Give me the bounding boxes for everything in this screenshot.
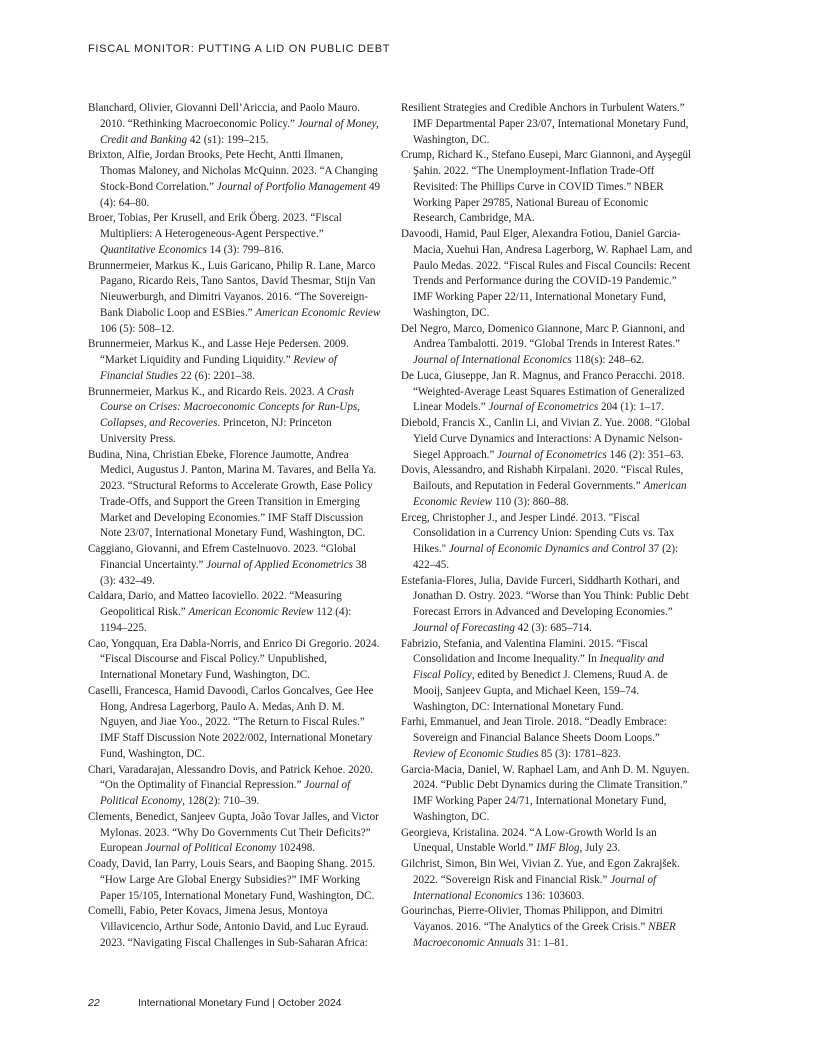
reference-entry: Blanchard, Olivier, Giovanni Dell’Ariccia, and Paolo Mauro. 2010. “Rethinking Macroeconomic Policy.” Journal of Money, Credit and Banking 42 (s1): 199–215. xyxy=(88,102,379,146)
reference-entry: Farhi, Emmanuel, and Jean Tirole. 2018. “Deadly Embrace: Sovereign and Financial Balance Sheets Doom Loops.” Review of Economic Studies 85 (3): 1781–823. xyxy=(401,716,667,760)
reference-entry: Comelli, Fabio, Peter Kovacs, Jimena Jesus, Montoya Villavicencio, Arthur Sode, Antonio David, and Luc Eyraud. 2023. “Navigating Fiscal Challenges in Sub-Saharan Africa: xyxy=(88,905,369,949)
publication-line: International Monetary Fund | October 2024 xyxy=(138,997,342,1009)
page-number: 22 xyxy=(88,997,100,1009)
reference-entry: Gourinchas, Pierre-Olivier, Thomas Philippon, and Dimitri Vayanos. 2016. “The Analytics of the Greek Crisis.” NBER Macroeconomic Annuals 31: 1–81. xyxy=(401,905,676,949)
reference-entry: Dovis, Alessandro, and Rishabh Kirpalani. 2020. “Fiscal Rules, Bailouts, and Reputation in Federal Governments.” American Economic Review 110 (3): 860–88. xyxy=(401,464,687,508)
running-header: FISCAL MONITOR: PUTTING A LID ON PUBLIC DEBT xyxy=(88,43,391,55)
reference-entry: Caselli, Francesca, Hamid Davoodi, Carlos Goncalves, Gee Hee Hong, Andresa Lagerborg, Paulo A. Medas, Anh D. M. Nguyen, and Jiae Yoo., 2022. “The Return to Fiscal Rules.” IMF Staff Discussion Note 2022/002, International Monetary Fund, Washington, DC. xyxy=(88,684,374,760)
reference-entry: Chari, Varadarajan, Alessandro Dovis, and Patrick Kehoe. 2020. “On the Optimality of Financial Repression.” Journal of Political Economy, 128(2): 710–39. xyxy=(88,763,374,807)
reference-entry: Estefania-Flores, Julia, Davide Furceri, Siddharth Kothari, and Jonathan D. Ostry. 2023. “Worse than You Think: Public Debt Forecast Errors in Advanced and Developing Economies.” Journal of Forecasting 42 (3): 685–714. xyxy=(401,574,689,634)
reference-entry: Brixton, Alfie, Jordan Brooks, Pete Hecht, Antti Ilmanen, Thomas Maloney, and Nicholas McQuinn. 2023. “A Changing Stock-Bond Correlation.” Journal of Portfolio Management 49 (4): 64–80. xyxy=(88,149,381,209)
reference-entry: Budina, Nina, Christian Ebeke, Florence Jaumotte, Andrea Medici, Augustus J. Panton, Marina M. Tavares, and Bella Ya. 2023. “Structural Reforms to Accelerate Growth, Ease Policy Trade-Offs, and Support the Green Transition in Emerging Market and Developing Economies.” IMF Staff Discussion Note 23/07, International Monetary Fund, Washington, DC. xyxy=(88,448,377,540)
references-column-left xyxy=(88,101,381,952)
reference-entry: De Luca, Giuseppe, Jan R. Magnus, and Franco Peracchi. 2018. “Weighted-Average Least Squares Estimation of Generalized Linear Models.” Journal of Econometrics 204 (1): 1–17. xyxy=(401,369,685,414)
reference-entry: Brunnermeier, Markus K., and Lasse Heje Pedersen. 2009. “Market Liquidity and Funding Liquidity.” Review of Financial Studies 22 (6): 2201–38. xyxy=(88,338,349,382)
reference-entry: Caggiano, Giovanni, and Efrem Castelnuovo. 2023. “Global Financial Uncertainty.” Journal of Applied Econometrics 38 (3): 432–49. xyxy=(88,543,367,587)
reference-entry: Davoodi, Hamid, Paul Elger, Alexandra Fotiou, Daniel Garcia-Macia, Xuehui Han, Andresa Lagerborg, W. Raphael Lam, and Paulo Medas. 2022. “Fiscal Rules and Fiscal Councils: Recent Trends and Performance during the COVID-19 Pandemic.” IMF Working Paper 22/11, International Monetary Fund, Washington, DC. xyxy=(401,228,693,319)
reference-entry: Caldara, Dario, and Matteo Iacoviello. 2022. “Measuring Geopolitical Risk.” American Economic Review 112 (4): 1194–225. xyxy=(88,590,352,634)
reference-entry: Fabrizio, Stefania, and Valentina Flamini. 2015. “Fiscal Consolidation and Income Inequality.” In Inequality and Fiscal Policy, edited by Benedict J. Clemens, Ruud A. de Mooij, Sanjeev Gupta, and Michael Keen, 159–74. Washington, DC: International Monetary Fund. xyxy=(401,637,668,713)
reference-entry: Georgieva, Kristalina. 2024. “A Low-Growth World Is an Unequal, Unstable World.” IMF Blog, July 23. xyxy=(401,826,657,855)
reference-entry: Gilchrist, Simon, Bin Wei, Vivian Z. Yue, and Egon Zakrajšek. 2022. “Sovereign Risk and Financial Risk.” Journal of International Economics 136: 103603. xyxy=(401,858,680,902)
reference-entry: Resilient Strategies and Credible Anchors in Turbulent Waters.” IMF Departmental Paper 23/07, International Monetary Fund, Washington, DC. xyxy=(401,102,689,146)
reference-entry: Brunnermeier, Markus K., and Ricardo Reis. 2023. A Crash Course on Crises: Macroeconomic Concepts for Run-Ups, Collapses, and Recoveries. Princeton, NJ: Princeton University Press. xyxy=(88,385,360,445)
reference-entry: Coady, David, Ian Parry, Louis Sears, and Baoping Shang. 2015. “How Large Are Global Energy Subsidies?” IMF Working Paper 15/105, International Monetary Fund, Washington, DC. xyxy=(88,858,376,902)
reference-entry: Clements, Benedict, Sanjeev Gupta, João Tovar Jalles, and Victor Mylonas. 2023. “Why Do Governments Cut Their Deficits?” European Journal of Political Economy 102498. xyxy=(88,810,379,855)
reference-entry: Brunnermeier, Markus K., Luis Garicano, Philip R. Lane, Marco Pagano, Ricardo Reis, Tano Santos, David Thesmar, Stijn Van Nieuwerburgh, and Dimitri Vayanos. 2016. “The Sovereign-Bank Diabolic Loop and ESBies.” American Economic Review 106 (5): 508–12. xyxy=(88,259,381,335)
reference-entry: Broer, Tobias, Per Krusell, and Erik Öberg. 2023. “Fiscal Multipliers: A Heterogeneous-Agent Perspective.” Quantitative Economics 14 (3): 799–816. xyxy=(88,212,342,256)
reference-entry: Crump, Richard K., Stefano Eusepi, Marc Giannoni, and Ayşegül Şahin. 2022. “The Unemployment-Inflation Trade-Off Revisited: The Phillips Curve in COVID Times.” NBER Working Paper 29785, National Bureau of Economic Research, Cambridge, MA. xyxy=(401,149,692,225)
reference-entry: Del Negro, Marco, Domenico Giannone, Marc P. Giannoni, and Andrea Tambalotti. 2019. “Global Trends in Interest Rates.” Journal of International Economics 118(s): 248–62. xyxy=(401,322,685,366)
page-footer xyxy=(88,997,342,1009)
reference-entry: Garcia-Macia, Daniel, W. Raphael Lam, and Anh D. M. Nguyen. 2024. “Public Debt Dynamics during the Climate Transition.” IMF Working Paper 24/71, International Monetary Fund, Washington, DC. xyxy=(401,763,690,823)
references-column-right xyxy=(401,101,694,952)
reference-entry: Cao, Yongquan, Era Dabla-Norris, and Enrico Di Gregorio. 2024. “Fiscal Discourse and Fiscal Policy.” Unpublished, International Monetary Fund, Washington, DC. xyxy=(88,637,380,681)
reference-entry: Erceg, Christopher J., and Jesper Lindé. 2013. "Fiscal Consolidation in a Currency Union: Spending Cuts vs. Tax Hikes." Journal of Economic Dynamics and Control 37 (2): 422–45. xyxy=(401,511,679,571)
reference-entry: Diebold, Francis X., Canlin Li, and Vivian Z. Yue. 2008. “Global Yield Curve Dynamics and Interactions: A Dynamic Nelson-Siegel Approach.” Journal of Econometrics 146 (2): 351–63. xyxy=(401,417,691,461)
